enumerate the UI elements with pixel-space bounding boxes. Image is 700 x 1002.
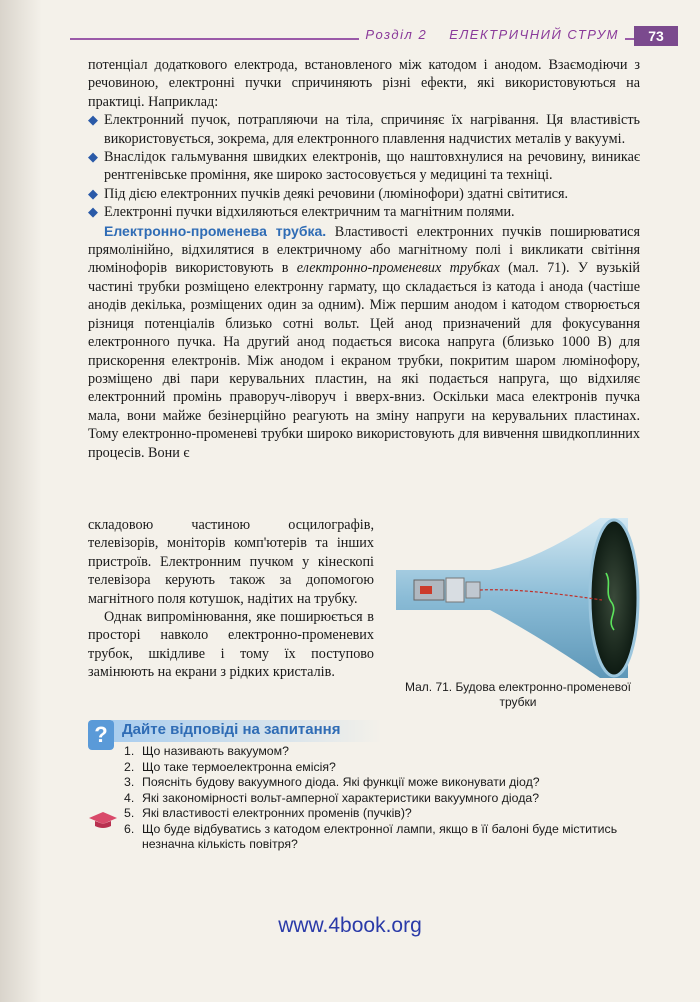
- question-item: [124, 806, 644, 822]
- question-number: 5.: [124, 806, 135, 820]
- diamond-bullet-icon: ◆: [88, 204, 98, 220]
- lcd-paragraph: Однак випромінювання, яке поширюється в просторі навколо електронно-променевих трубок, шкідливе і тому їх поступово замінюють на екрани з рідких кристалів.: [88, 609, 374, 681]
- question-item: [124, 744, 644, 760]
- crt-text-2: (мал. 71). У вузькій частині трубки розміщено електронну гармату, що складається із катода і анода (частіше анодів декілька, розміщених один за одним). Між першим анодом і катодом створюється різниця потенціалів близько сотні вольт. Цей анод призначений для фокусування електронного пучка. На другий анод подається висока напруга (близько 1000 В) для прискорення електронів. Між анодом і екраном трубки, покритим шаром люмінофору, розміщено дві пари керувальних пластин, на які подається напруга, що відхиляє електронний промінь праворуч-ліворуч і вверх-вниз. Оскільки маса електронів пучка мала, вони майже безінерційно реагують на зміну напруги на керувальних пластинах. Тому електронно-променеві трубки широко використовують для вивчення швидкоплинних процесів. Вони є: [88, 260, 640, 461]
- running-header: [70, 26, 700, 48]
- diamond-bullet-icon: ◆: [88, 112, 98, 128]
- bullet-item: [88, 185, 640, 203]
- question-number: 2.: [124, 759, 135, 774]
- crt-figure: [392, 518, 644, 678]
- crt-paragraph: [88, 222, 640, 462]
- question-text: Поясніть будову вакуумного діода. Які функції може виконувати діод?: [142, 775, 540, 789]
- question-number: 6.: [124, 821, 135, 836]
- website-link[interactable]: www.4book.org: [278, 914, 422, 937]
- question-number: 1.: [124, 744, 135, 758]
- question-number: 4.: [124, 790, 135, 805]
- crt-illustration: [392, 518, 644, 678]
- question-item: [124, 760, 644, 776]
- bullet-text: Внаслідок гальмування швидких електронів, що наштовхнулися на речовину, виникає рентгенівське проміння, яке широко застосовується у медицині та техніці.: [104, 149, 640, 184]
- crt-term: електронно-променевих трубках: [296, 260, 500, 277]
- crt-heading: Електронно-променева трубка.: [104, 222, 327, 239]
- section-label: Розділ 2: [365, 27, 428, 42]
- bullet-item: [88, 148, 640, 185]
- question-item: [124, 791, 644, 807]
- diamond-bullet-icon: ◆: [88, 149, 98, 165]
- question-number: 3.: [124, 775, 135, 789]
- bullet-text: Електронний пучок, потрапляючи на тіла, спричиняє їх нагрівання. Ця властивість використовується, зокрема, для електронного плавлення надчистих металів у вакуумі.: [104, 112, 640, 147]
- crt-text-1: Властивості електронних пучків поширюватися прямолінійно, відхилятися в електричному або магнітному полі і викликати світіння люмінофорів використовують в: [88, 223, 640, 277]
- chapter-label: ЕЛЕКТРИЧНИЙ СТРУМ: [449, 27, 619, 42]
- question-text: Що буде відбуватись з катодом електронної лампи, якщо в її балоні буде міститись незначна кількість повітря?: [142, 821, 618, 851]
- question-item: [124, 775, 644, 791]
- question-text: Що називають вакуумом?: [142, 744, 289, 758]
- question-item: [124, 822, 644, 853]
- bullet-text: Електронні пучки відхиляються електричним та магнітним полями.: [104, 204, 515, 221]
- crt-continuation: складовою частиною осцилографів, телевізорів, моніторів комп'ютерів та інших пристроїв. Електронним пучком у кінескопі телевізора керують також за допомогою магнітного поля котушок, надітих на трубку.: [88, 517, 374, 607]
- bullet-item: [88, 111, 640, 148]
- figure-caption: Мал. 71. Будова електронно-променевої трубки: [404, 680, 632, 709]
- page-binding-shadow: [0, 0, 42, 1002]
- header-title: [359, 27, 625, 42]
- bullet-text: Під дією електронних пучків деякі речовини (люмінофори) здатні світитися.: [104, 185, 569, 202]
- questions-title: Дайте відповіді на запитання: [122, 721, 341, 738]
- question-mark-icon: ?: [88, 720, 114, 750]
- bullet-item: [88, 203, 640, 221]
- question-text: Які закономірності вольт-амперної характеристики вакуумного діода?: [142, 790, 540, 805]
- page-number: 73: [634, 26, 678, 46]
- question-text: Що таке термоелектронна емісія?: [142, 759, 336, 774]
- questions-list: [124, 744, 644, 853]
- graduation-cap-icon: [88, 810, 118, 830]
- question-text: Які властивості електронних променів (пучків)?: [142, 806, 412, 820]
- intro-paragraph: потенціал додаткового електрода, встановленого між катодом і анодом. Взаємодіючи з речовиною, електронні пучки спричиняють різні ефекти, які використовуються на практиці. Наприклад:: [88, 57, 640, 110]
- body-text-lower: [88, 516, 374, 682]
- body-text-upper: [88, 56, 640, 462]
- diamond-bullet-icon: ◆: [88, 185, 98, 201]
